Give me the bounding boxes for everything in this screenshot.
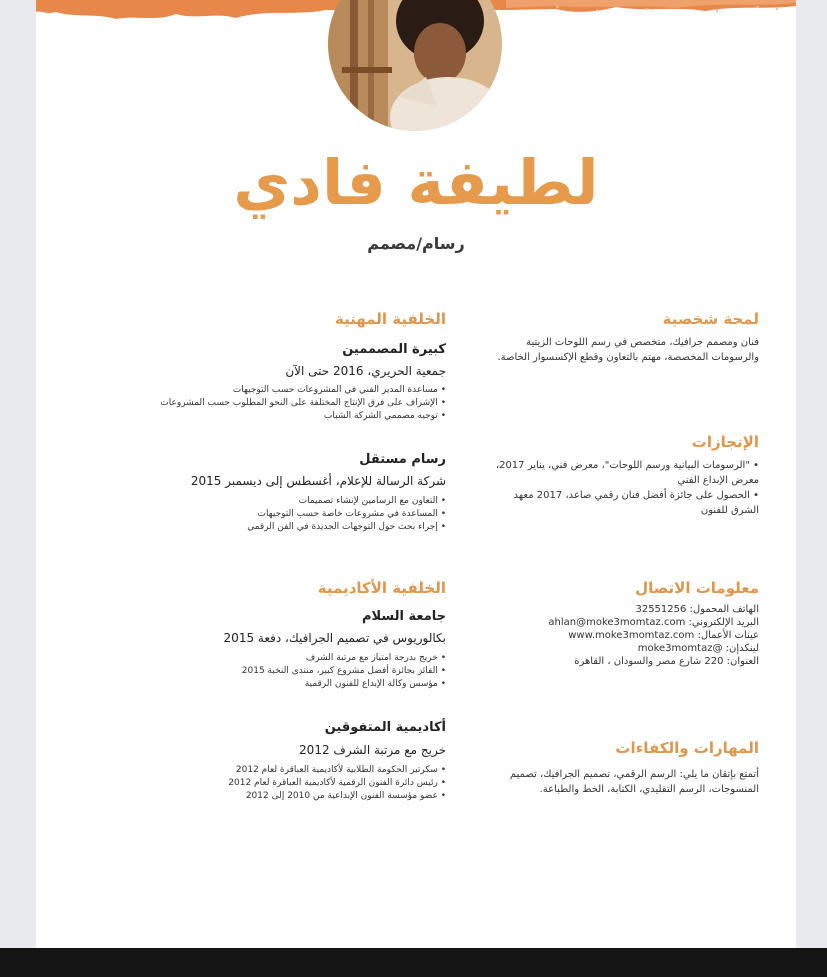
list-item: • الفائز بجائزة أفضل مشروع كبير، منتدى النخبة 2015	[242, 665, 446, 678]
bottom-bar	[0, 948, 827, 977]
school-name: جامعة السلام	[361, 609, 446, 624]
list-item: • التعاون مع الرسامين لإنشاء تصميمات	[247, 495, 446, 508]
profile-heading: لمحة شخصية	[662, 310, 759, 328]
skills-text: أتمتع بإتقان ما يلي: الرسم الرقمي، تصميم الجرافيك، تصميم المنسوجات، الرسم التقليدي، الكتابة، الخط والطباعة.	[509, 769, 759, 795]
job-bullets	[160, 384, 446, 423]
list-item: • مساعدة المدير الفني في المشروعات حسب التوجيهات	[160, 384, 446, 397]
job-bullets	[247, 495, 446, 534]
skills-heading: المهارات والكفاءات	[615, 739, 759, 757]
list-item: • الإشراف على فرق الإنتاج المختلفة على النحو المطلوب حسب المشروعات	[160, 397, 446, 410]
school-bullets	[228, 764, 446, 803]
achievements-heading: الإنجازات	[691, 433, 759, 451]
achievements-list	[489, 458, 759, 518]
list-item: • الحصول على جائزة أفضل فنان رقمي صاعد، 2017 معهد الشرق للفنون	[489, 488, 759, 518]
list-item: • عضو مؤسسة الفنون الإبداعية من 2010 إلى 2012	[228, 790, 446, 803]
list-item: • إجراء بحث حول التوجهات الجديدة في الفن الرقمي	[247, 521, 446, 534]
list-item: • مؤسس وكالة الإبداع للفنون الرقمية	[242, 678, 446, 691]
school-degree: خريج مع مرتبة الشرف 2012	[299, 743, 446, 757]
school-degree: بكالوريوس في تصميم الجرافيك، دفعة 2015	[223, 631, 446, 645]
list-item: • توجيه مصممي الشركة الشباب	[160, 410, 446, 423]
candidate-role: رسام/مصمم	[367, 234, 465, 253]
school-name: أكاديمية المتفوقين	[324, 720, 446, 735]
job-company: شركة الرسالة للإعلام، أغسطس إلى ديسمبر 2015	[190, 474, 446, 488]
right-column	[476, 300, 759, 820]
job-position: رسام مستقل	[359, 452, 446, 467]
education-heading: الخلفية الأكاديمية	[317, 579, 446, 597]
profile-text: فنان ومصمم جرافيك، متخصص في رسم اللوحات الزيتية والرسومات المخصصة، مهتم بالتعاون وقطع الإكسسوار الخاصة.	[497, 337, 759, 363]
job-position: كبيرة المصممين	[342, 342, 446, 357]
list-item: • المساعدة في مشروعات خاصة حسب التوجيهات	[247, 508, 446, 521]
list-item: • "الرسومات البيانية ورسم اللوحات"، معرض فني، يناير 2017، معرض الإبداع الفني	[489, 458, 759, 488]
job-company: جمعية الحريري، 2016 حتى الآن	[285, 364, 446, 378]
contact-email[interactable]: البريد الإلكتروني: ahlan@moke3momtaz.com	[548, 617, 759, 628]
contact-phone: الهاتف المحمول: 32551256	[635, 604, 759, 615]
experience-heading: الخلفية المهنية	[334, 310, 446, 328]
contact-heading: معلومات الاتصال	[635, 579, 759, 597]
profile-photo	[328, 0, 502, 131]
candidate-name: لطيفة فادي	[233, 146, 599, 219]
list-item: • رئيس دائرة الفنون الرقمية لأكاديمية العباقرة لعام 2012	[228, 777, 446, 790]
school-bullets	[242, 652, 446, 691]
contact-portfolio[interactable]: عينات الأعمال: www.moke3momtaz.com	[568, 630, 759, 641]
contact-details	[548, 603, 759, 668]
resume-page	[36, 0, 796, 948]
contact-linkedin[interactable]: لينكدإن: @moke3momtaz	[637, 643, 759, 654]
left-column	[144, 300, 446, 820]
list-item: • خريج بدرجة امتياز مع مرتبة الشرف	[242, 652, 446, 665]
list-item: • سكرتير الحكومة الطلابية لأكاديمية العباقرة لعام 2012	[228, 764, 446, 777]
contact-address: العنوان: 220 شارع مصر والسودان ، القاهرة	[574, 656, 759, 667]
